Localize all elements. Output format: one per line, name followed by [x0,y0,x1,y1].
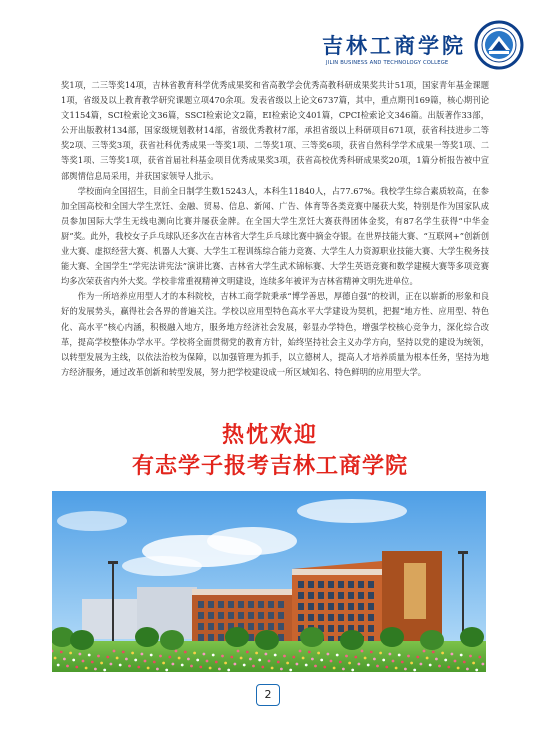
paragraph-mission: 作为一所培养应用型人才的本科院校，吉林工商学院秉承“博学善思，厚德自强”的校训，正在以崭新的形象和良好的发展势头，赢得社会各界的普遍关注。学校以应用型特色高水平大学建设为契机，把握“地方性、应用型、特色化、高水平”核心内涵，积极融入地方，服务地方经济社会发展，彰显办学特色，增强学校核心竞争力，深化综合改革，提高学校整体办学水平。学校将全面贯彻党的教育方针，始终坚持社会主义办学方向，坚持以党的建设为统领，以转型发展为主线，以依法治校为保障，以加强管理为抓手，以立德树人，提高人才培养质量为根本任务，坚持为地方经济服务，通过改革创新和转型发展，努力把学校建设成一所区域知名、特色鲜明的应用型大学。 [61,291,489,377]
school-name-en: JILIN BUSINESS AND TECHNOLOGY COLLEGE [326,60,449,66]
paragraph-research: 奖1项，二三等奖14项，吉林省教育科学优秀成果奖和省高教学会优秀高教科研成果奖共计51项，国家青年基金课题1项，省级及以上教育教学研究课题立项470余项。发表省级以上论文6737篇，其中，重点期刊169篇，核心期刊论文1154篇，SCI检索论文36篇，SSCI检索论文2篇，EI检索论文401篇，CPCI检索论文346篇。出版著作33部，公开出版教材134部，国家级规划教材14部，省级优秀教材7部，承担省级以上科研项目671项，获省科技进步二等奖2项、三等奖3项，获省社科优秀成果一等奖1项、二等奖1项、三等奖6项，获省自然科学学术成果一等奖1项、二等奖1项、三等奖1项，获省首届社科基金项目优秀成果奖3项，获省高校优秀科研成果奖20项，1篇分析报告被中宣部舆情信息局采用，并获国家领导人批示。 [61,80,489,181]
page-number: 2 [256,684,280,706]
campus-photo [52,491,486,672]
top-bar [0,0,540,8]
headline-invitation: 有志学子报考吉林工商学院 [131,454,408,479]
article-body [61,78,489,380]
campus-illustration [52,491,486,672]
school-seal-icon [474,20,524,70]
school-name: 吉林工商学院 [322,33,466,58]
paragraph-students: 学校面向全国招生，目前全日制学生数15243人，本科生11840人，占77.67%。我校学生综合素质较高，在参加全国高校和全国大学生烹饪、金融、贸易、信息、新闻、广告、体育等各类竞赛中屡获大奖，特别是作为国家队成员参加国际大学生无线电测向比赛并屡获金牌。在全国大学生烹饪大赛获得团体金奖，有87名学生获得“中华金厨”奖。此外，我校女子乒乓球队还多次在吉林省大学生乒乓球比赛中摘金夺银。在世界技能大赛、“互联网+”创新创业大赛、虚拟经营大赛、机器人大赛、大学生工程训练综合能力竞赛、大学生人力资源职业技能大赛、大学生税务技能大赛、全国学生“学宪法讲宪法”演讲比赛、吉林省大学生武术锦标赛、大学生英语竞赛和数学建模大赛等多项竞赛均多次荣获省内外大奖。学校非常重视精神文明建设，连续多年被评为吉林省精神文明先进单位。 [61,185,489,287]
headline-welcome: 热忱欢迎 [221,423,318,448]
school-logo [322,20,524,76]
